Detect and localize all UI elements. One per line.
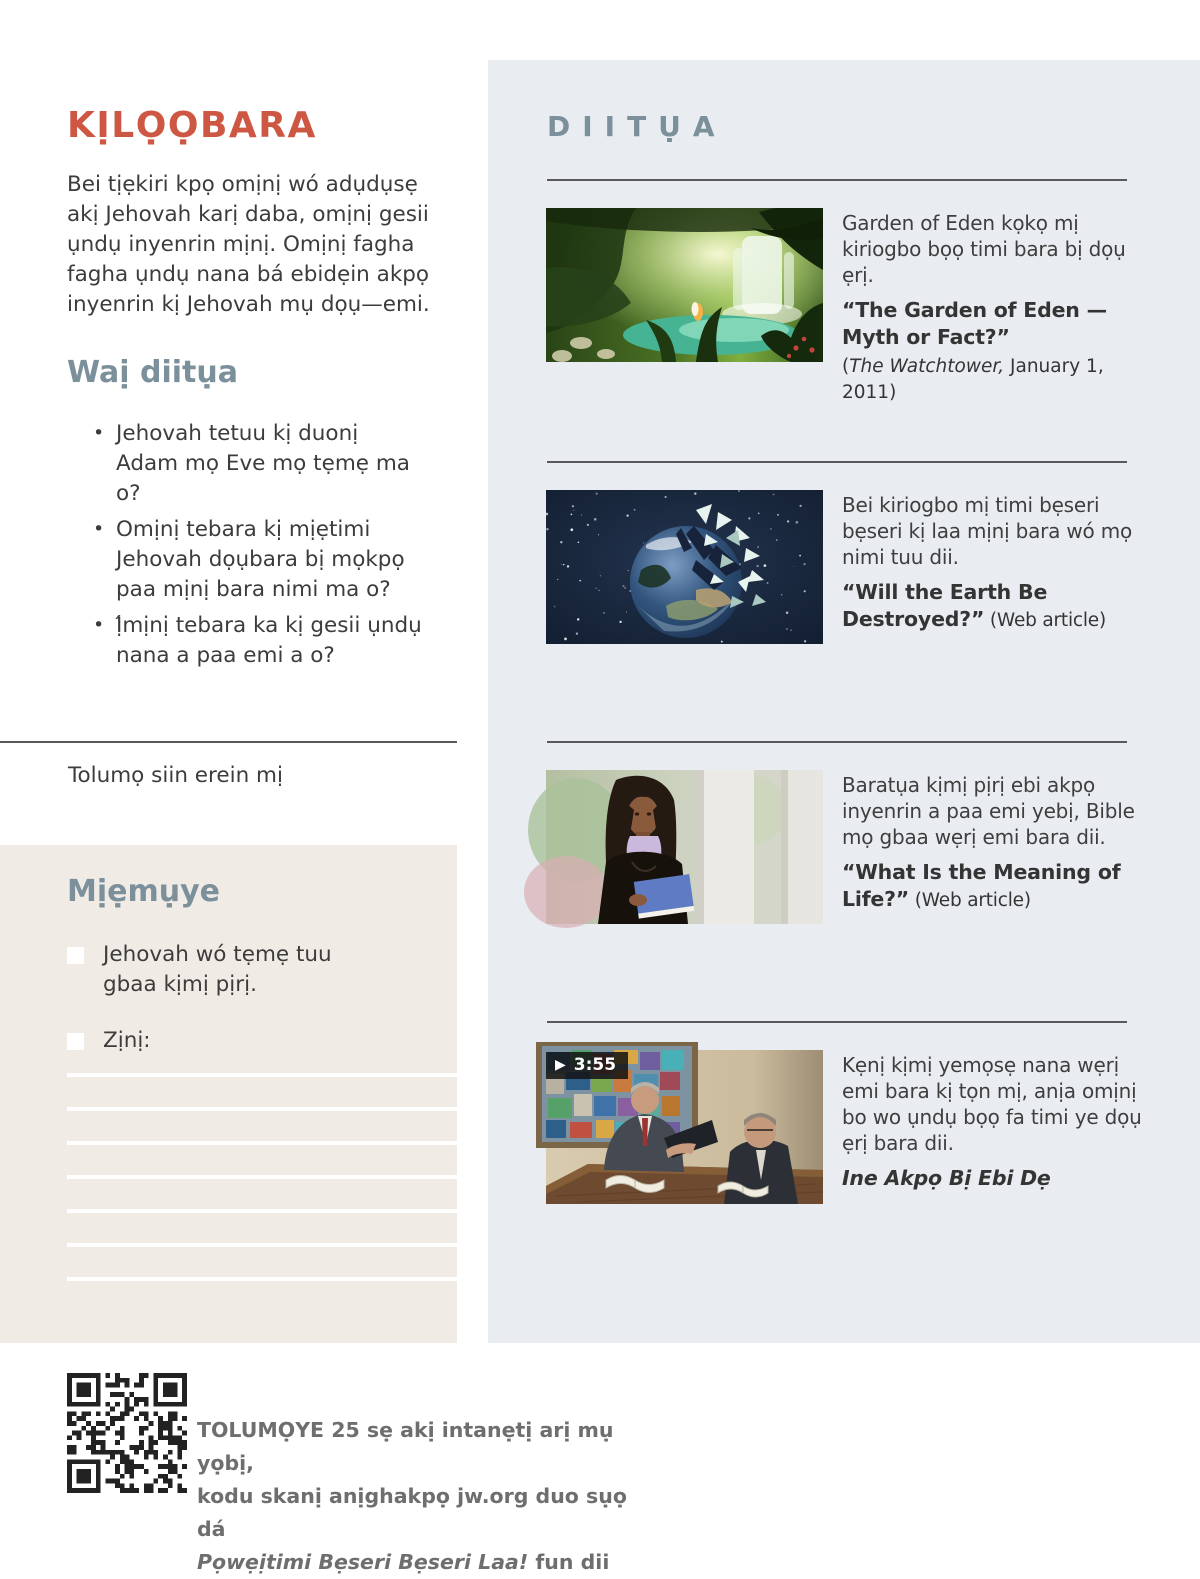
qr-code — [67, 1373, 187, 1493]
bullet-icon: • — [93, 518, 105, 540]
earth-in-space-illustration — [546, 490, 823, 644]
publication-name: The Watchtower, — [849, 356, 1005, 377]
video-duration-badge[interactable] — [546, 1052, 628, 1079]
qr-instructions-line: kodu skanị anịghakpọ jw.org duo sụọ dá — [197, 1484, 627, 1541]
questions-heading: Waị diitụa — [67, 355, 238, 390]
resource-text — [842, 772, 1144, 914]
qr-instructions-line: TOLUMỌYE 25 sẹ akị intanẹtị arị mụ yọbị, — [197, 1418, 614, 1475]
question-text: Omịnị tebara kị mịẹtimi Jehovah dọụbara bị mọkpọ paa mịnị bara nimi ma o? — [116, 517, 405, 602]
resource-text — [842, 492, 1144, 634]
article-title-link[interactable]: “What Is the Meaning of Life?” — [842, 860, 1121, 911]
play-icon: ▶ — [555, 1057, 566, 1073]
qr-instructions-line — [197, 1546, 627, 1579]
checkbox-goal-2[interactable] — [67, 1033, 84, 1050]
bullet-icon: • — [93, 614, 105, 636]
questions-list — [67, 419, 427, 677]
writing-blank-line[interactable] — [67, 1141, 457, 1145]
article-title-link[interactable]: “The Garden of Eden —Myth or Fact?” — [842, 298, 1107, 349]
resources-heading: DIITỤA — [547, 110, 727, 143]
shattered-earth-image — [546, 490, 823, 644]
writing-blank-line[interactable] — [67, 1107, 457, 1111]
divider — [547, 741, 1127, 743]
source-type: (Web article) — [909, 890, 1031, 911]
source-reference — [842, 354, 1144, 406]
qr-instructions-tail: fun dii — [528, 1550, 610, 1574]
resource-entry — [546, 461, 1133, 721]
question-item — [67, 611, 427, 671]
video-thumbnail[interactable] — [546, 1050, 823, 1204]
writing-blank-line[interactable] — [67, 1277, 457, 1281]
garden-of-eden-image — [546, 208, 823, 362]
divider — [547, 1021, 1127, 1023]
article-title-link[interactable]: “Will the Earth Be Destroyed?” — [842, 580, 1048, 631]
publication-name: Pọwẹịtimi Bẹseri Bẹseri Laa! — [197, 1550, 529, 1574]
source-prefix: ( — [842, 356, 850, 377]
source-type: (Web article) — [984, 610, 1106, 631]
lesson-title: KỊLỌỌBARA — [67, 105, 317, 146]
divider — [0, 741, 457, 743]
writing-blank-line[interactable] — [67, 1209, 457, 1213]
qr-instructions — [197, 1414, 627, 1579]
lesson-intro: Bei tịẹkiri kpọ omịnị wó adụdụsẹ akị Jehovah karị daba, omịnị gesii ụndụ inyenrin mịnị. Omịnị fagha fagha ụndụ nana bá ebidẹin akpọ inyenrin kị Jehovah mụ dọụ—emi. — [67, 172, 430, 317]
resource-entry — [546, 179, 1127, 439]
question-item — [67, 419, 427, 509]
writing-lines[interactable] — [67, 1073, 457, 1285]
question-text: Jehovah tetuu kị duonị Adam mọ Eve mọ tẹmẹ ma o? — [116, 421, 410, 506]
checkbox-label: Zịnị: — [103, 1028, 151, 1053]
video-duration: 3:55 — [573, 1055, 617, 1075]
question-item — [67, 515, 427, 605]
resource-description: Baratụa kịmị pịrị ebi akpọ inyenrin a paa emi yebị, Bible mọ gbaa wẹrị emi bara dii. — [842, 773, 1135, 849]
question-text: Ị́mịnị tebara ka kị gesii ụndụ nana a paa emi a o? — [116, 613, 422, 668]
woman-with-literature-image — [546, 770, 823, 924]
woman-photo-illustration — [546, 770, 823, 924]
divider — [547, 461, 1127, 463]
checkbox-goal-1[interactable] — [67, 947, 84, 964]
resource-description: Garden of Eden kọkọ mị kiriogbo bọọ timi bara bị dọụ ẹrị. — [842, 211, 1126, 287]
resource-description: Kẹnị kịmị yemọsẹ nana wẹrị emi bara kị tọn mị, anịa omịnị bo wo ụndụ bọọ fa timi ye dọụ ẹrị bara dii. — [842, 1053, 1142, 1155]
writing-blank-line[interactable] — [67, 1073, 457, 1077]
resource-entry — [546, 741, 1135, 1001]
writing-blank-line[interactable] — [67, 1175, 457, 1179]
bullet-icon: • — [93, 422, 105, 444]
garden-waterfall-illustration — [546, 208, 823, 362]
resource-description: Bei kiriogbo mị timi bẹseri bẹseri kị laa mịnị bara wó mọ nimi tuu dii. — [842, 493, 1133, 569]
writing-blank-line[interactable] — [67, 1243, 457, 1247]
divider — [547, 179, 1127, 181]
resource-text — [842, 1052, 1144, 1192]
review-note: Tolumọ siin erein mị — [68, 763, 283, 788]
resource-text — [842, 210, 1144, 406]
worksheet-heading: Mịẹmụye — [67, 874, 221, 909]
source-date: January 1, 2011) — [842, 356, 1104, 403]
video-title-link[interactable]: Ine Akpọ Bị Ebi Dẹ — [842, 1166, 1051, 1190]
resource-entry — [546, 1021, 1142, 1281]
checkbox-label: Jehovah wó tẹmẹ tuu gbaa kịmị pịrị. — [103, 942, 332, 997]
